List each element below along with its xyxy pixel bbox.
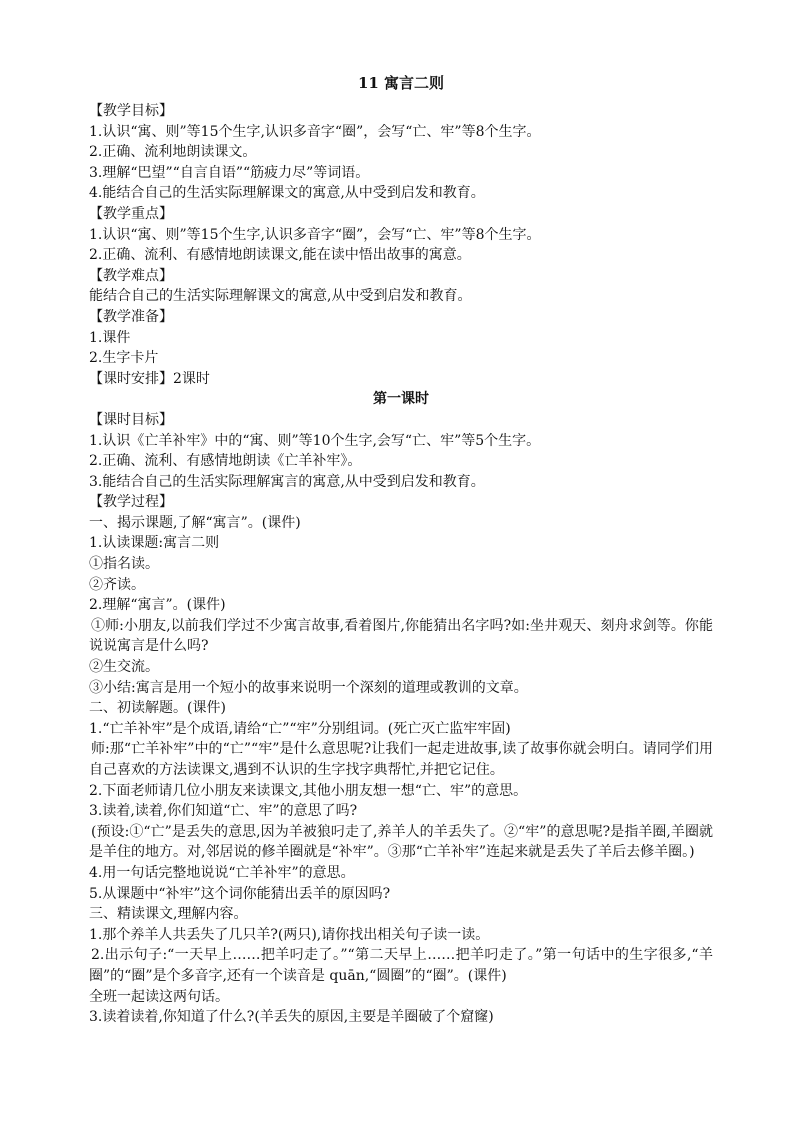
process-step-2-3: 3.读着,读着,你们知道“亡、牢”的意思了吗? xyxy=(89,803,358,820)
document-page xyxy=(89,72,713,1028)
lesson-goal-3: 3.能结合自己的生活实际理解寓言的寓意,从中受到启发和教育。 xyxy=(89,473,485,490)
goal-item-1: 1.认识“寓、则”等15个生字,认识多音字“圈”，会写“亡、牢”等8个生字。 xyxy=(89,123,541,140)
difficulty-item: 能结合自己的生活实际理解课文的寓意,从中受到启发和教育。 xyxy=(89,288,472,305)
preparation-item-1: 1.课件 xyxy=(89,329,131,346)
process-step-3-read: 全班一起读这两句话。 xyxy=(89,988,229,1005)
heading-lesson-goals: 【课时目标】 xyxy=(89,411,173,428)
heading-teaching-focus: 【教学重点】 xyxy=(89,205,173,222)
goal-item-2: 2.正确、流利地朗读课文。 xyxy=(89,144,257,161)
process-step-3-3: 3.读着读着,你知道了什么?(羊丢失的原因,主要是羊圈破了个窟窿) xyxy=(89,1009,494,1026)
class-schedule: 【课时安排】2课时 xyxy=(89,370,210,387)
heading-teaching-goals: 【教学目标】 xyxy=(89,103,173,119)
heading-teaching-difficulty: 【教学难点】 xyxy=(89,267,173,284)
process-step-3: 三、精读课文,理解内容。 xyxy=(89,906,248,923)
document-title: 11 寓言二则 xyxy=(357,74,445,92)
process-step-1: 一、揭示课题,了解“寓言”。(课件) xyxy=(89,514,301,531)
paragraph-teacher-explanation: 师:那“亡羊补牢”中的“亡”“牢”是什么意思呢?让我们一起走进故事,读了故事你就会明白。请同学们用自己喜欢的方法读课文,遇到不认识的生字找字典帮忙,并把它记住。 xyxy=(89,741,713,778)
process-step-1-1: 1.认读课题:寓言二则 xyxy=(89,535,220,552)
process-step-2-5: 5.从课题中“补牢”这个词你能猜出丢羊的原因吗? xyxy=(89,885,391,902)
section-title-first-lesson: 第一课时 xyxy=(373,391,429,408)
heading-teaching-preparation: 【教学准备】 xyxy=(89,308,173,325)
process-step-2-1: 1.“亡羊补牢”是个成语,请给“亡”“牢”分别组词。(死亡灭亡监牢牢固) xyxy=(89,720,511,737)
goal-item-4: 4.能结合自己的生活实际理解课文的寓意,从中受到启发和教育。 xyxy=(89,185,485,202)
paragraph-show-sentences: 2.出示句子:“一天早上……把羊叼走了。”“第二天早上……把羊叼走了。”第一句话中的生字很多,“羊圈”的“圈”是个多音字,还有一个读音是 quān,“圆圈”的“圈”。(课件) xyxy=(89,947,713,984)
process-step-1-2: 2.理解“寓言”。(课件) xyxy=(89,597,226,614)
paragraph-preset-answer: (预设:①“亡”是丢失的意思,因为羊被狼叼走了,养羊人的羊丢失了。②“牢”的意思呢?是指羊圈,羊圈就是羊住的地方。对,邻居说的修羊圈就是“补牢”。③那“亡羊补牢”连起来就是丢失了羊后去修羊圈。) xyxy=(89,823,713,861)
process-step-1-1-b: ②齐读。 xyxy=(89,576,145,593)
process-step-1-1-a: ①指名读。 xyxy=(89,556,159,573)
process-step-1-2-b: ②生交流。 xyxy=(89,659,159,676)
focus-item-1: 1.认识“寓、则”等15个生字,认识多音字“圈”，会写“亡、牢”等8个生字。 xyxy=(89,226,541,243)
lesson-goal-2: 2.正确、流利、有感情地朗读《亡羊补牢》。 xyxy=(89,453,362,470)
process-step-2: 二、初读解题。(课件) xyxy=(89,700,226,717)
preparation-item-2: 2.生字卡片 xyxy=(89,350,159,367)
process-step-3-1: 1.那个养羊人共丢失了几只羊?(两只),请你找出相关句子读一读。 xyxy=(89,926,490,943)
process-step-2-2: 2.下面老师请几位小朋友来读课文,其他小朋友想一想“亡、牢”的意思。 xyxy=(89,782,528,799)
process-step-1-2-c: ③小结:寓言是用一个短小的故事来说明一个深刻的道理或教训的文章。 xyxy=(89,679,528,696)
goal-item-3: 3.理解“巴望”“自言自语”“筋疲力尽”等词语。 xyxy=(89,164,370,181)
heading-teaching-process: 【教学过程】 xyxy=(89,494,173,511)
process-step-2-4: 4.用一句话完整地说说“亡羊补牢”的意思。 xyxy=(89,864,355,881)
paragraph-teacher-question: ①师:小朋友,以前我们学过不少寓言故事,看着图片,你能猜出名字吗?如:坐井观天、刻舟求剑等。你能说说寓言是什么吗? xyxy=(89,617,713,655)
lesson-goal-1: 1.认识《亡羊补牢》中的“寓、则”等10个生字,会写“亡、牢”等5个生字。 xyxy=(89,432,541,449)
focus-item-2: 2.正确、流利、有感情地朗读课文,能在读中悟出故事的寓意。 xyxy=(89,247,471,264)
